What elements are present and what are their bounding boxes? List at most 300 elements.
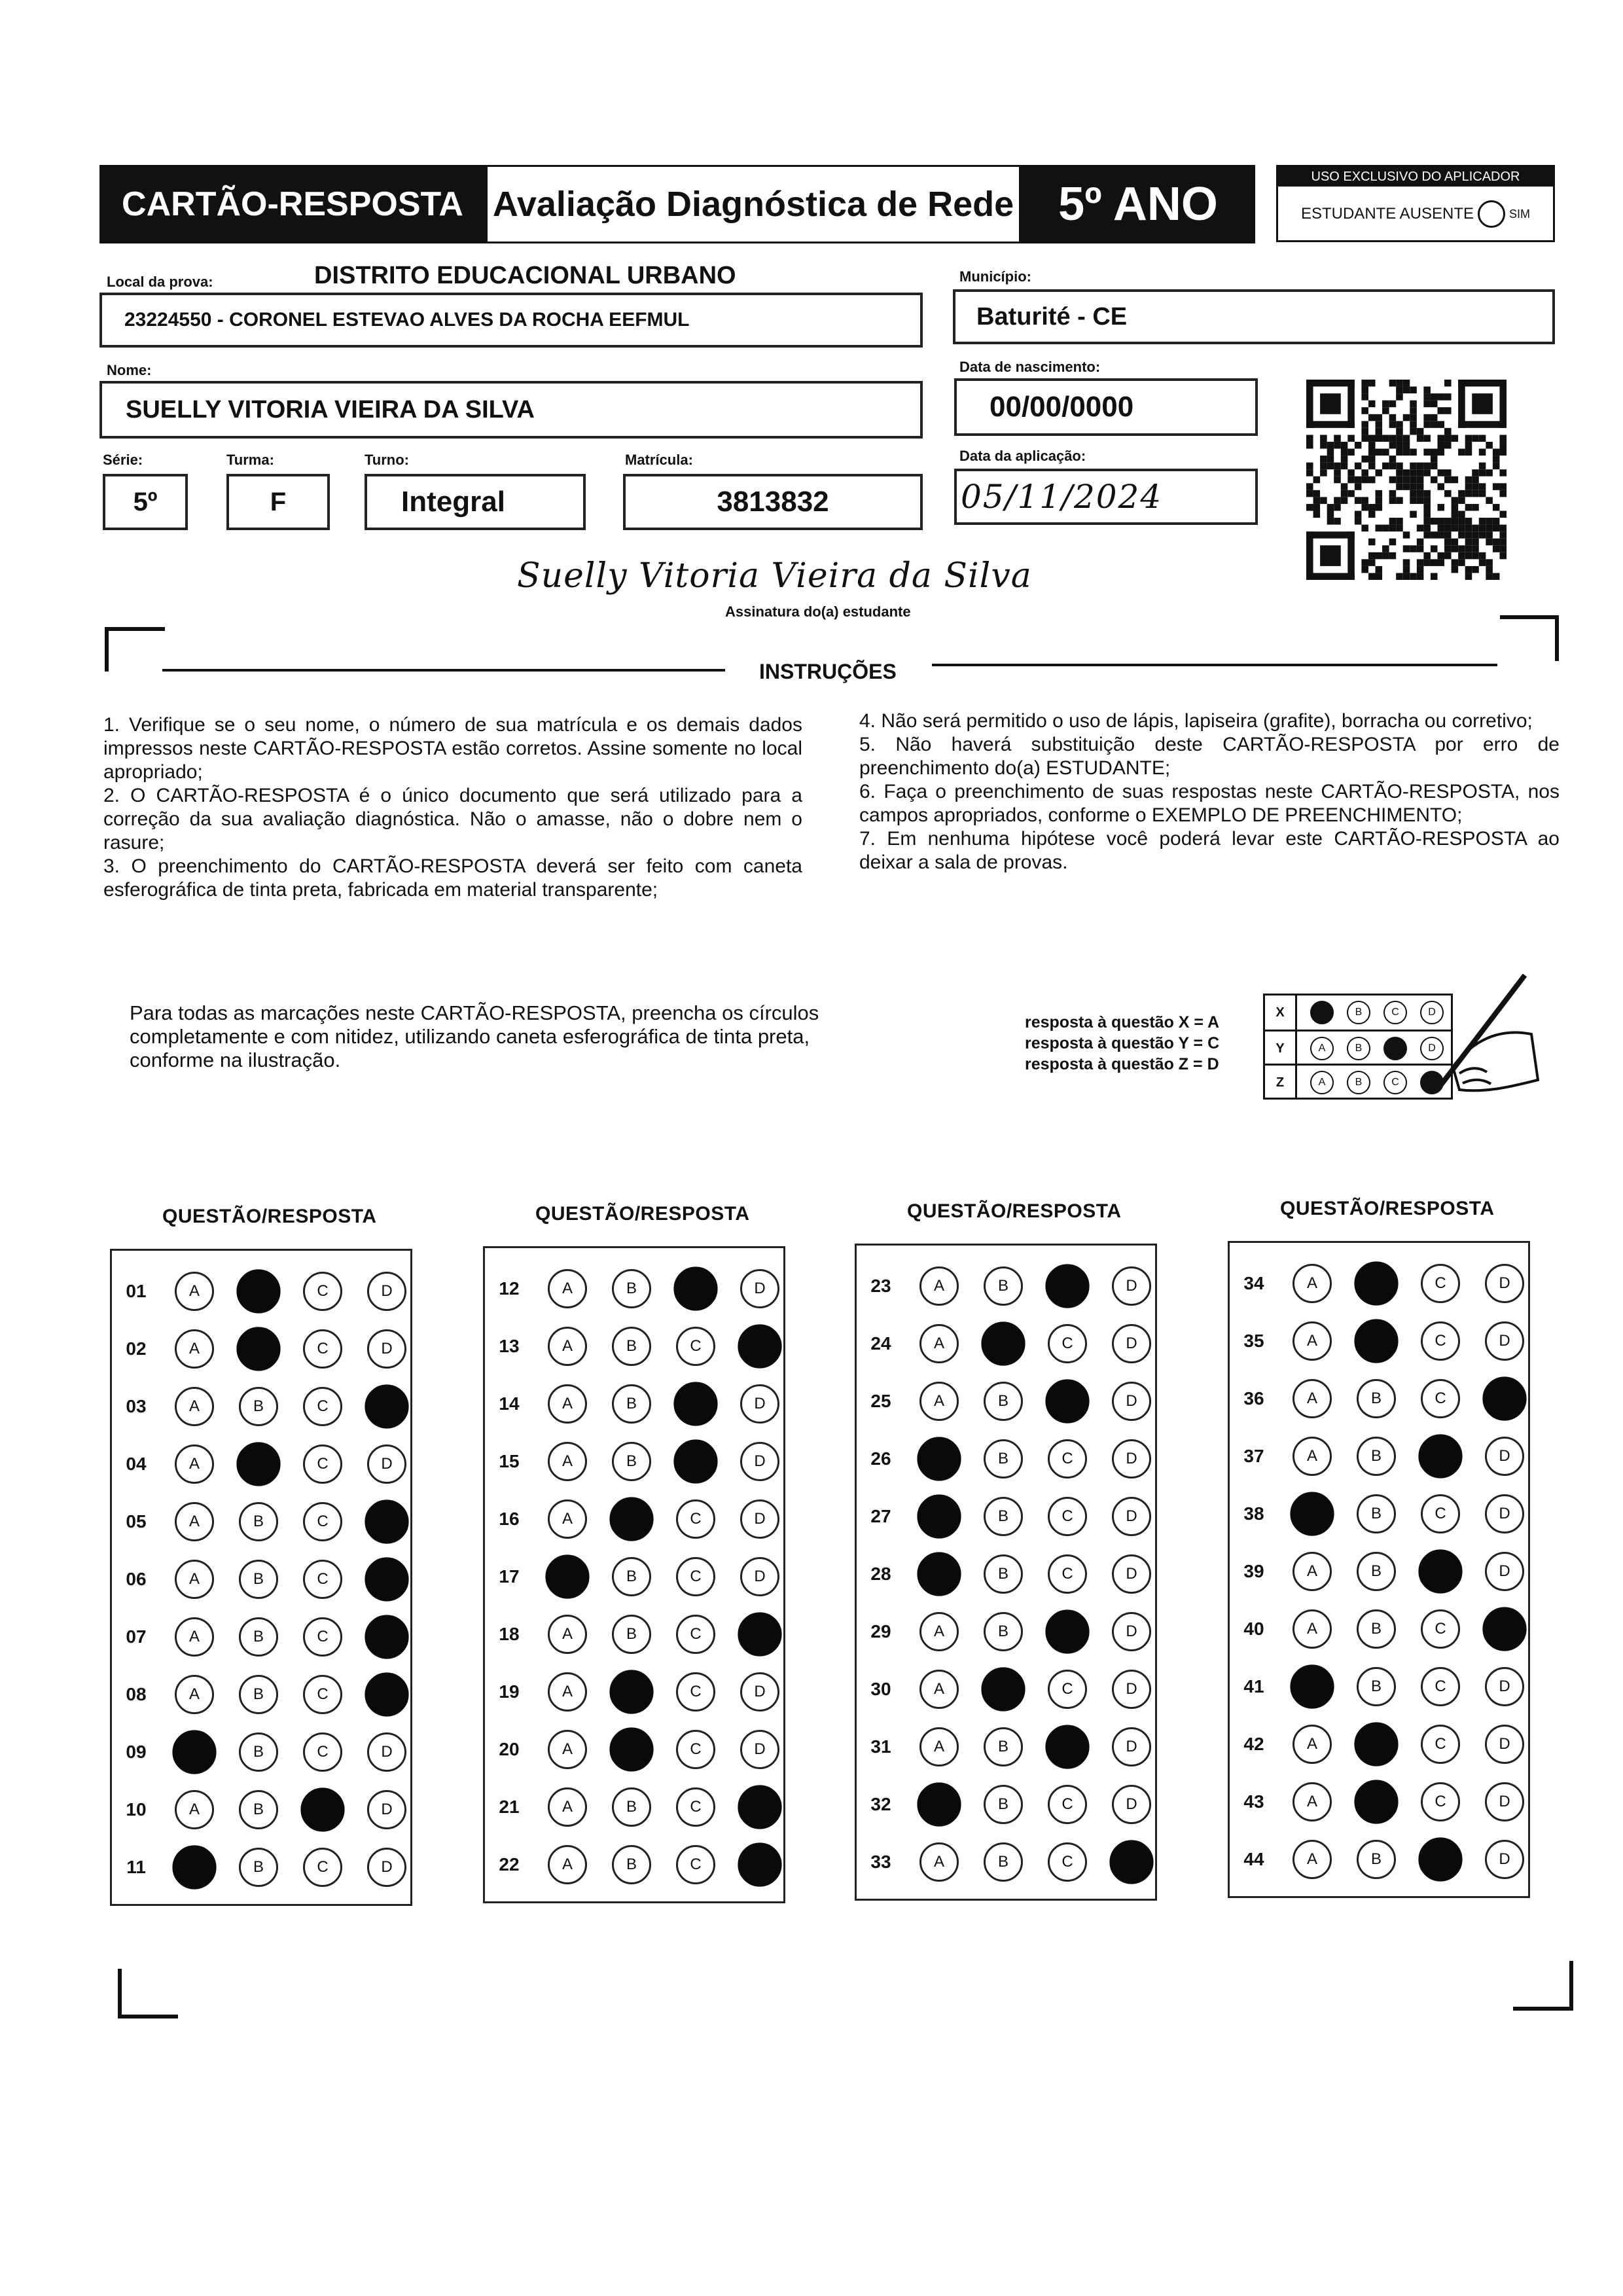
answer-bubble-b[interactable]: B	[984, 1727, 1023, 1767]
question-row	[485, 1490, 783, 1548]
turno-field	[365, 474, 586, 530]
question-row	[1230, 1600, 1528, 1658]
answer-bubble-c[interactable]	[673, 1439, 717, 1483]
example-bubble: B	[1347, 1001, 1370, 1024]
question-row	[485, 1548, 783, 1605]
answer-bubble-a[interactable]: A	[919, 1324, 959, 1363]
answer-bubble-a[interactable]	[1290, 1664, 1334, 1708]
question-row	[857, 1603, 1155, 1660]
question-number: 17	[499, 1566, 520, 1587]
answer-bubble-a[interactable]: A	[175, 1444, 214, 1484]
answer-bubble-d[interactable]: D	[1485, 1782, 1524, 1821]
answer-bubble-a[interactable]: A	[548, 1442, 587, 1481]
question-number: 23	[870, 1276, 891, 1296]
question-row	[1230, 1312, 1528, 1370]
answer-bubble-b[interactable]: B	[612, 1615, 651, 1654]
answer-bubble-a[interactable]: A	[548, 1730, 587, 1769]
answer-bubble-a[interactable]: A	[548, 1845, 587, 1884]
answer-bubble-c[interactable]: C	[676, 1730, 715, 1769]
answer-bubble-b[interactable]	[981, 1321, 1025, 1365]
answer-bubble-b[interactable]: B	[239, 1732, 278, 1772]
aplicacao-value: 05/11/2024	[961, 478, 1163, 516]
answer-bubble-b[interactable]: B	[1357, 1667, 1396, 1706]
matricula-label: Matrícula:	[625, 452, 693, 468]
answer-bubble-c[interactable]: C	[676, 1327, 715, 1366]
question-row	[857, 1315, 1155, 1372]
answer-bubble-a[interactable]: A	[175, 1560, 214, 1599]
corner-top-left	[105, 627, 165, 672]
answer-bubble-d[interactable]	[738, 1612, 781, 1656]
answer-bubble-d[interactable]: D	[367, 1790, 406, 1829]
answer-bubble-a[interactable]: A	[175, 1272, 214, 1311]
question-number: 41	[1243, 1676, 1264, 1696]
answer-bubble-a[interactable]: A	[1293, 1782, 1332, 1821]
instructions-title: INSTRUÇÕES	[759, 660, 897, 683]
answer-bubble-a[interactable]: A	[548, 1615, 587, 1654]
question-row	[857, 1257, 1155, 1315]
answer-bubble-d[interactable]: D	[367, 1329, 406, 1369]
question-number: 18	[499, 1624, 520, 1644]
answer-bubble-b[interactable]: B	[612, 1787, 651, 1827]
answer-bubble-c[interactable]: C	[303, 1387, 342, 1426]
answer-bubble-b[interactable]	[609, 1670, 653, 1713]
aplicacao-label: Data da aplicação:	[959, 448, 1086, 464]
answer-bubble-b[interactable]: B	[984, 1439, 1023, 1479]
answer-bubble-d[interactable]: D	[740, 1730, 779, 1769]
applicator-box	[1276, 165, 1555, 242]
answer-bubble-b[interactable]: B	[1357, 1552, 1396, 1591]
answer-bubble-d[interactable]: D	[740, 1672, 779, 1712]
answer-bubble-b[interactable]	[1354, 1722, 1398, 1766]
answer-bubble-a[interactable]: A	[548, 1384, 587, 1424]
answer-bubble-b[interactable]: B	[239, 1560, 278, 1599]
instructions-rule-left	[162, 669, 725, 672]
answer-bubble-c[interactable]: C	[1421, 1494, 1460, 1534]
answer-bubble-c[interactable]: C	[1048, 1439, 1087, 1479]
answer-bubble-c[interactable]: C	[1048, 1842, 1087, 1882]
serie-label: Série:	[103, 452, 143, 468]
answer-bubble-a[interactable]: A	[548, 1269, 587, 1308]
question-number: 05	[126, 1511, 147, 1532]
answer-bubble-d[interactable]: D	[1112, 1382, 1151, 1421]
question-number: 42	[1243, 1734, 1264, 1754]
answer-bubble-a[interactable]: A	[548, 1327, 587, 1366]
answer-bubble-a[interactable]: A	[919, 1612, 959, 1651]
answer-bubble-d[interactable]: D	[1112, 1612, 1151, 1651]
answer-bubble-d[interactable]	[365, 1499, 408, 1543]
question-row	[112, 1551, 410, 1608]
answer-bubble-c[interactable]: C	[1048, 1324, 1087, 1363]
answer-bubble-c[interactable]: C	[1421, 1264, 1460, 1303]
answer-bubble-b[interactable]	[1354, 1319, 1398, 1363]
answer-column-title: QUESTÃO/RESPOSTA	[1280, 1198, 1495, 1219]
answer-bubble-a[interactable]	[172, 1845, 216, 1889]
question-row	[485, 1375, 783, 1433]
answer-column	[855, 1244, 1157, 1901]
answer-bubble-b[interactable]: B	[1357, 1379, 1396, 1418]
answer-bubble-c[interactable]: C	[676, 1787, 715, 1827]
corner-top-right	[1500, 615, 1559, 661]
answer-bubble-d[interactable]: D	[740, 1384, 779, 1424]
question-number: 35	[1243, 1331, 1264, 1351]
answer-bubble-a[interactable]	[917, 1782, 961, 1826]
answer-bubble-d[interactable]: D	[1485, 1494, 1524, 1534]
example-bubble: C	[1383, 1001, 1407, 1024]
answer-bubble-a[interactable]	[1290, 1492, 1334, 1535]
example-legend	[1025, 1012, 1219, 1075]
answer-bubble-c[interactable]: C	[1421, 1782, 1460, 1821]
answer-bubble-b[interactable]	[609, 1497, 653, 1541]
answer-bubble-b[interactable]: B	[984, 1266, 1023, 1306]
example-bubble	[1383, 1037, 1407, 1060]
example-bubble	[1310, 1001, 1334, 1024]
question-number: 16	[499, 1509, 520, 1529]
question-number: 36	[1243, 1388, 1264, 1408]
answer-bubble-a[interactable]	[917, 1552, 961, 1596]
answer-bubble-c[interactable]: C	[303, 1848, 342, 1887]
answer-bubble-d[interactable]	[1482, 1376, 1526, 1420]
answer-bubble-d[interactable]: D	[367, 1732, 406, 1772]
answer-bubble-b[interactable]: B	[239, 1675, 278, 1714]
answer-bubble-c[interactable]: C	[676, 1845, 715, 1884]
question-number: 19	[499, 1681, 520, 1702]
answer-bubble-c[interactable]: C	[303, 1732, 342, 1772]
example-line-z: resposta à questão Z = D	[1025, 1055, 1219, 1073]
question-number: 04	[126, 1454, 147, 1474]
question-row	[485, 1318, 783, 1375]
answer-bubble-c[interactable]: C	[676, 1499, 715, 1539]
answer-bubble-d[interactable]: D	[367, 1272, 406, 1311]
answer-bubble-b[interactable]: B	[612, 1442, 651, 1481]
question-row	[112, 1435, 410, 1493]
answer-bubble-d[interactable]: D	[1112, 1324, 1151, 1363]
answer-bubble-b[interactable]	[236, 1442, 280, 1486]
answer-bubble-b[interactable]: B	[984, 1382, 1023, 1421]
answer-bubble-d[interactable]	[738, 1785, 781, 1829]
answer-bubble-d[interactable]	[1109, 1840, 1153, 1884]
question-number: 31	[870, 1736, 891, 1757]
answer-bubble-d[interactable]: D	[1485, 1321, 1524, 1361]
answer-bubble-c[interactable]: C	[1421, 1321, 1460, 1361]
question-row	[112, 1666, 410, 1723]
question-row	[485, 1836, 783, 1893]
matricula-field	[623, 474, 923, 530]
answer-bubble-a[interactable]: A	[1293, 1437, 1332, 1476]
question-number: 06	[126, 1569, 147, 1589]
answer-bubble-a[interactable]: A	[175, 1329, 214, 1369]
answer-bubble-c[interactable]: C	[1048, 1497, 1087, 1536]
answer-bubble-b[interactable]	[236, 1327, 280, 1371]
answer-bubble-d[interactable]	[365, 1384, 408, 1428]
answer-bubble-a[interactable]: A	[919, 1727, 959, 1767]
example-row-label: X	[1265, 996, 1297, 1030]
question-number: 34	[1243, 1273, 1264, 1293]
answer-bubble-b[interactable]	[236, 1269, 280, 1313]
answer-bubble-b[interactable]: B	[612, 1384, 651, 1424]
example-bubble: D	[1420, 1001, 1444, 1024]
answer-bubble-b[interactable]: B	[239, 1387, 278, 1426]
card-title: CARTÃO-RESPOSTA	[99, 165, 486, 243]
example-bubble: B	[1347, 1037, 1370, 1060]
answer-bubble-a[interactable]	[917, 1494, 961, 1538]
instruction-4: 4. Não será permitido o uso de lápis, lapiseira (grafite), borracha ou corretivo;	[859, 710, 1533, 732]
answer-bubble-a[interactable]: A	[919, 1842, 959, 1882]
instructions-rule-right	[932, 664, 1497, 666]
question-row	[485, 1260, 783, 1318]
answer-bubble-a[interactable]: A	[919, 1382, 959, 1421]
answer-bubble-b[interactable]: B	[984, 1785, 1023, 1824]
question-row	[112, 1263, 410, 1320]
answer-bubble-a[interactable]: A	[1293, 1379, 1332, 1418]
instruction-3: 3. O preenchimento do CARTÃO-RESPOSTA deverá ser feito com caneta esferográfica de tinta preta, fabricada em material transparente;	[103, 855, 802, 901]
question-row	[857, 1488, 1155, 1545]
answer-bubble-a[interactable]: A	[548, 1787, 587, 1827]
answer-bubble-a[interactable]: A	[1293, 1840, 1332, 1879]
question-number: 39	[1243, 1561, 1264, 1581]
answer-bubble-b[interactable]: B	[1357, 1609, 1396, 1649]
answer-bubble-c[interactable]	[1045, 1725, 1089, 1768]
answer-bubble-c[interactable]: C	[676, 1557, 715, 1596]
municipio-field	[953, 289, 1555, 344]
answer-bubble-a[interactable]: A	[1293, 1321, 1332, 1361]
answer-bubble-a[interactable]: A	[175, 1502, 214, 1541]
serie-field	[103, 474, 188, 530]
answer-bubble-d[interactable]: D	[740, 1499, 779, 1539]
answer-bubble-a[interactable]: A	[1293, 1725, 1332, 1764]
answer-bubble-a[interactable]: A	[548, 1672, 587, 1712]
question-number: 14	[499, 1393, 520, 1414]
instruction-2: 2. O CARTÃO-RESPOSTA é o único documento que será utilizado para a correção da sua avaliação diagnóstica. Não o amasse, não o dobre nem o rasure;	[103, 785, 802, 853]
answer-bubble-c[interactable]	[1045, 1379, 1089, 1423]
question-row	[1230, 1427, 1528, 1485]
marking-text: Para todas as marcações neste CARTÃO-RESPOSTA, preencha os círculos completamente e com nitidez, utilizando caneta esferográfica de tinta preta, conforme na ilustração.	[130, 1001, 819, 1071]
question-number: 38	[1243, 1503, 1264, 1524]
answer-column-title: QUESTÃO/RESPOSTA	[907, 1200, 1122, 1222]
answer-bubble-c[interactable]	[1418, 1434, 1462, 1478]
question-number: 13	[499, 1336, 520, 1356]
nascimento-field	[954, 378, 1258, 436]
answer-bubble-d[interactable]: D	[1112, 1670, 1151, 1709]
answer-bubble-b[interactable]: B	[984, 1554, 1023, 1594]
answer-bubble-c[interactable]: C	[1048, 1554, 1087, 1594]
question-row	[1230, 1370, 1528, 1427]
question-row	[857, 1372, 1155, 1430]
question-number: 44	[1243, 1849, 1264, 1869]
question-number: 09	[126, 1742, 147, 1762]
pen-hand-illustration	[1414, 969, 1544, 1106]
nascimento-label: Data de nascimento:	[959, 359, 1101, 375]
answer-bubble-c[interactable]: C	[303, 1444, 342, 1484]
question-number: 20	[499, 1739, 520, 1759]
answer-bubble-b[interactable]: B	[984, 1842, 1023, 1882]
answer-bubble-c[interactable]: C	[303, 1560, 342, 1599]
answer-bubble-d[interactable]	[365, 1672, 408, 1716]
answer-bubble-b[interactable]: B	[239, 1502, 278, 1541]
answer-bubble-d[interactable]: D	[367, 1444, 406, 1484]
answer-bubble-d[interactable]: D	[1485, 1840, 1524, 1879]
question-row	[485, 1605, 783, 1663]
answer-bubble-d[interactable]	[738, 1842, 781, 1886]
answer-bubble-d[interactable]	[365, 1557, 408, 1601]
answer-bubble-a[interactable]: A	[175, 1617, 214, 1657]
answer-bubble-b[interactable]: B	[612, 1557, 651, 1596]
answer-bubble-d[interactable]: D	[740, 1442, 779, 1481]
answer-bubble-b[interactable]: B	[984, 1497, 1023, 1536]
instruction-5: 5. Não haverá substituição deste CARTÃO-RESPOSTA por erro de preenchimento do(a) ESTUDANTE;	[859, 734, 1560, 779]
serie-value: 5º	[133, 487, 158, 516]
turno-value: Integral	[401, 486, 505, 518]
question-row	[112, 1723, 410, 1781]
turma-label: Turma:	[226, 452, 274, 468]
question-number: 07	[126, 1626, 147, 1647]
question-number: 29	[870, 1621, 891, 1641]
question-row	[857, 1833, 1155, 1891]
instructions-right	[859, 709, 1560, 874]
answer-bubble-c[interactable]: C	[1048, 1670, 1087, 1709]
answer-bubble-b[interactable]	[609, 1727, 653, 1771]
answer-bubble-d[interactable]: D	[1112, 1785, 1151, 1824]
question-row	[1230, 1485, 1528, 1543]
answer-bubble-a[interactable]	[172, 1730, 216, 1774]
answer-bubble-a[interactable]	[917, 1437, 961, 1480]
school-field	[99, 293, 923, 348]
absent-checkbox[interactable]	[1478, 200, 1505, 228]
school-value: 23224550 - CORONEL ESTEVAO ALVES DA ROCHA EEFMUL	[124, 309, 690, 331]
answer-bubble-b[interactable]	[1354, 1780, 1398, 1823]
answer-bubble-d[interactable]: D	[1112, 1266, 1151, 1306]
answer-bubble-c[interactable]	[1418, 1549, 1462, 1593]
answer-bubble-d[interactable]: D	[1112, 1439, 1151, 1479]
answer-bubble-b[interactable]: B	[984, 1612, 1023, 1651]
answer-bubble-c[interactable]: C	[1421, 1725, 1460, 1764]
question-row	[1230, 1715, 1528, 1773]
answer-bubble-c[interactable]: C	[303, 1272, 342, 1311]
answer-bubble-d[interactable]	[365, 1615, 408, 1659]
turno-label: Turno:	[365, 452, 410, 468]
answer-bubble-c[interactable]: C	[1421, 1379, 1460, 1418]
question-number: 37	[1243, 1446, 1264, 1466]
answer-bubble-b[interactable]: B	[239, 1848, 278, 1887]
nome-value: SUELLY VITORIA VIEIRA DA SILVA	[126, 395, 535, 423]
answer-bubble-c[interactable]	[300, 1787, 344, 1831]
question-row	[112, 1608, 410, 1666]
answer-bubble-d[interactable]: D	[1112, 1727, 1151, 1767]
instruction-7: 7. Em nenhuma hipótese você poderá levar este CARTÃO-RESPOSTA ao deixar a sala de provas.	[859, 828, 1560, 873]
answer-bubble-d[interactable]	[1482, 1607, 1526, 1651]
question-number: 28	[870, 1564, 891, 1584]
answer-bubble-a[interactable]: A	[1293, 1609, 1332, 1649]
answer-bubble-b[interactable]	[1354, 1261, 1398, 1305]
answer-bubble-d[interactable]: D	[1485, 1667, 1524, 1706]
answer-bubble-c[interactable]: C	[1421, 1609, 1460, 1649]
example-bubble: D	[1420, 1037, 1444, 1060]
answer-bubble-c[interactable]	[1418, 1837, 1462, 1881]
question-number: 08	[126, 1684, 147, 1704]
question-number: 01	[126, 1281, 147, 1301]
question-row	[485, 1433, 783, 1490]
answer-bubble-d[interactable]: D	[367, 1848, 406, 1887]
question-number: 02	[126, 1338, 147, 1359]
signature: Suelly Vitoria Vieira da Silva	[517, 556, 1032, 596]
example-line-y: resposta à questão Y = C	[1025, 1034, 1220, 1052]
question-number: 11	[126, 1857, 146, 1877]
local-label: Local da prova:	[107, 274, 213, 290]
answer-bubble-c[interactable]: C	[1048, 1785, 1087, 1824]
answer-bubble-c[interactable]: C	[303, 1329, 342, 1369]
answer-bubble-b[interactable]: B	[1357, 1494, 1396, 1534]
answer-bubble-a[interactable]	[545, 1554, 589, 1598]
question-row	[112, 1493, 410, 1551]
question-number: 32	[870, 1794, 891, 1814]
answer-bubble-a[interactable]: A	[919, 1670, 959, 1709]
question-row	[1230, 1773, 1528, 1831]
answer-column	[110, 1249, 412, 1906]
answer-bubble-d[interactable]: D	[1112, 1497, 1151, 1536]
answer-bubble-c[interactable]: C	[676, 1672, 715, 1712]
answer-bubble-b[interactable]: B	[612, 1327, 651, 1366]
answer-bubble-b[interactable]: B	[239, 1617, 278, 1657]
question-row	[485, 1721, 783, 1778]
nome-label: Nome:	[107, 362, 152, 378]
answer-bubble-c[interactable]: C	[303, 1675, 342, 1714]
answer-column-title: QUESTÃO/RESPOSTA	[162, 1206, 377, 1227]
municipio-label: Município:	[959, 268, 1031, 285]
answer-bubble-a[interactable]: A	[548, 1499, 587, 1539]
answer-bubble-b[interactable]: B	[612, 1845, 651, 1884]
exam-title: Avaliação Diagnóstica de Rede	[486, 165, 1021, 243]
answer-bubble-d[interactable]: D	[1485, 1437, 1524, 1476]
answer-bubble-c[interactable]	[1045, 1609, 1089, 1653]
turma-value: F	[270, 487, 287, 516]
answer-bubble-b[interactable]: B	[612, 1269, 651, 1308]
applicator-label: USO EXCLUSIVO DO APLICADOR	[1278, 167, 1553, 187]
question-row	[857, 1430, 1155, 1488]
question-number: 27	[870, 1506, 891, 1526]
answer-bubble-a[interactable]: A	[1293, 1552, 1332, 1591]
answer-bubble-b[interactable]: B	[1357, 1840, 1396, 1879]
answer-bubble-c[interactable]	[1045, 1264, 1089, 1308]
answer-bubble-d[interactable]	[738, 1324, 781, 1368]
answer-bubble-d[interactable]: D	[1485, 1552, 1524, 1591]
answer-bubble-c[interactable]: C	[1421, 1667, 1460, 1706]
question-number: 21	[499, 1797, 520, 1817]
answer-bubble-a[interactable]: A	[175, 1675, 214, 1714]
answer-bubble-c[interactable]	[673, 1266, 717, 1310]
answer-bubble-a[interactable]: A	[175, 1387, 214, 1426]
answer-bubble-c[interactable]: C	[303, 1617, 342, 1657]
answer-bubble-a[interactable]: A	[175, 1790, 214, 1829]
answer-bubble-a[interactable]: A	[1293, 1264, 1332, 1303]
answer-bubble-c[interactable]	[673, 1382, 717, 1426]
answer-bubble-b[interactable]	[981, 1667, 1025, 1711]
question-row	[857, 1660, 1155, 1718]
answer-bubble-d[interactable]: D	[740, 1269, 779, 1308]
answer-column-title: QUESTÃO/RESPOSTA	[535, 1203, 750, 1225]
answer-bubble-b[interactable]: B	[239, 1790, 278, 1829]
answer-bubble-b[interactable]: B	[1357, 1437, 1396, 1476]
example-row-label: Y	[1265, 1031, 1297, 1066]
absent-label: ESTUDANTE AUSENTE	[1300, 205, 1474, 223]
answer-bubble-d[interactable]: D	[1485, 1264, 1524, 1303]
municipio-value: Baturité - CE	[976, 302, 1128, 331]
answer-bubble-d[interactable]: D	[1485, 1725, 1524, 1764]
answer-bubble-c[interactable]: C	[303, 1502, 342, 1541]
answer-bubble-d[interactable]: D	[1112, 1554, 1151, 1594]
example-bubble: B	[1347, 1071, 1370, 1094]
answer-bubble-a[interactable]: A	[919, 1266, 959, 1306]
answer-bubble-c[interactable]: C	[676, 1615, 715, 1654]
answer-bubble-d[interactable]: D	[740, 1557, 779, 1596]
